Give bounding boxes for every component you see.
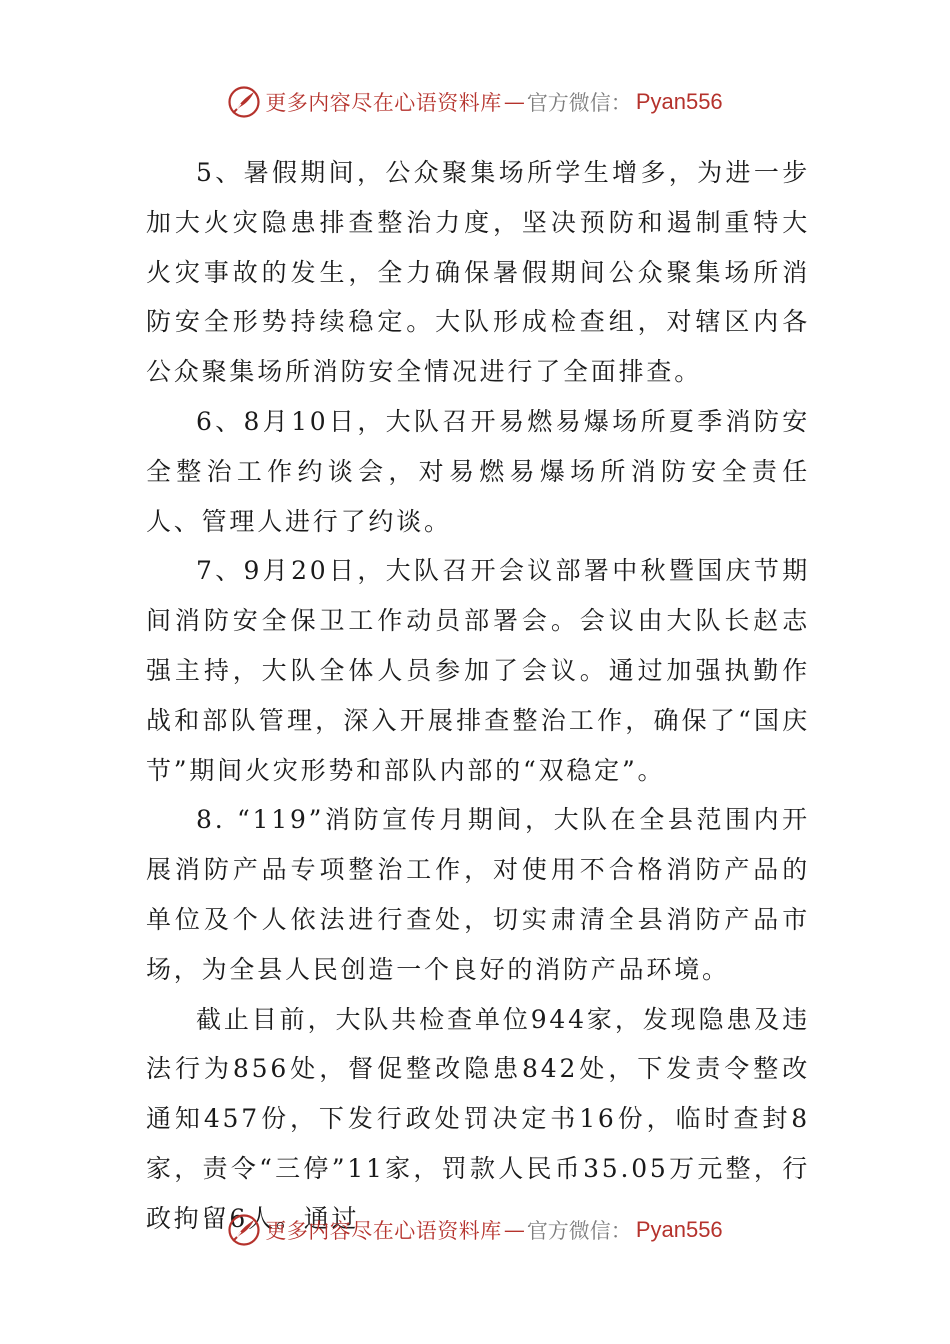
banner-text: 更多内容尽在心语资料库 — [265, 1219, 502, 1243]
wechat-label: 官方微信： — [526, 1219, 632, 1243]
wechat-label: 官方微信： — [526, 91, 632, 115]
document-body — [146, 148, 810, 1244]
quill-logo-icon — [227, 1213, 261, 1247]
wechat-id: Pyan556 — [635, 89, 723, 114]
banner-separator: — — [503, 90, 525, 114]
wechat-id: Pyan556 — [635, 1217, 723, 1242]
footer-banner — [0, 1210, 950, 1250]
banner-separator: — — [503, 1218, 525, 1242]
paragraph-item-5: 5、暑假期间，公众聚集场所学生增多，为进一步加大火灾隐患排查整治力度，坚决预防和遏制重特大火灾事故的发生，全力确保暑假期间公众聚集场所消防安全形势持续稳定。大队形成检查组，对辖区内各公众聚集场所消防安全情况进行了全面排查。 — [146, 158, 810, 387]
paragraph-item-6: 6、8月10日，大队召开易燃易爆场所夏季消防安全整治工作约谈会，对易燃易爆场所消防安全责任人、管理人进行了约谈。 — [146, 406, 810, 536]
header-banner — [0, 82, 950, 122]
paragraph-item-7: 7、9月20日，大队召开会议部署中秋暨国庆节期间消防安全保卫工作动员部署会。会议由大队长赵志强主持，大队全体人员参加了会议。通过加强执勤作战和部队管理，深入开展排查整治工作，确保了“国庆节”期间火灾形势和部队内部的“双稳定”。 — [146, 556, 810, 785]
banner-text: 更多内容尽在心语资料库 — [265, 91, 502, 115]
paragraph-summary: 截止目前，大队共检查单位944家，发现隐患及违法行为856处，督促整改隐患842处，下发责令整改通知457份，下发行政处罚决定书16份，临时查封8家，责令“三停”11家，罚款人民币35.05万元整，行政拘留6人。通过 — [146, 1004, 810, 1233]
quill-logo-icon — [227, 85, 261, 119]
paragraph-item-8: 8. “119”消防宣传月期间，大队在全县范围内开展消防产品专项整治工作，对使用不合格消防产品的单位及个人依法进行查处，切实肃清全县消防产品市场，为全县人民创造一个良好的消防产品环境。 — [146, 805, 810, 984]
